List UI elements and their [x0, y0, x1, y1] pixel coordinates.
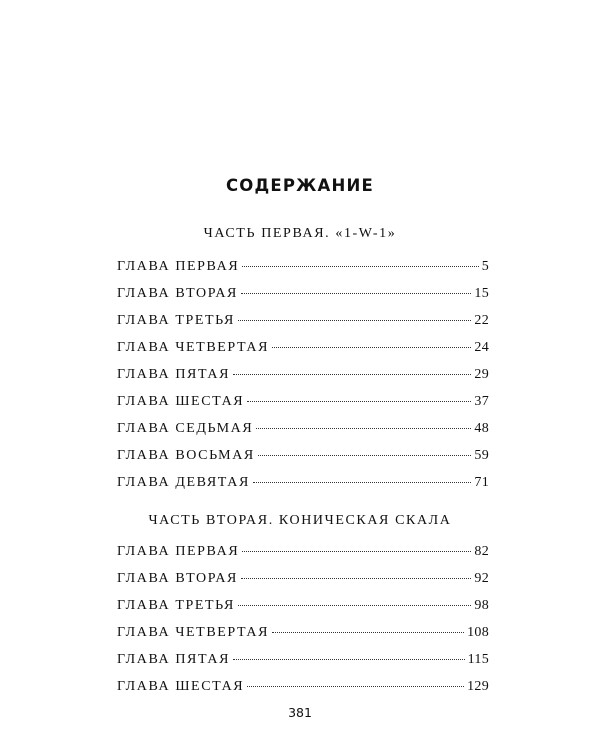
toc-entry[interactable]	[117, 651, 489, 669]
toc-entry[interactable]	[117, 597, 489, 615]
dot-leader	[258, 455, 472, 456]
part-title: ЧАСТЬ ПЕРВАЯ. «1-W-1»	[203, 226, 397, 241]
chapter-page: 92	[474, 571, 489, 586]
toc-entry[interactable]	[117, 393, 489, 411]
chapter-page: 59	[474, 448, 489, 463]
toc-entry[interactable]	[117, 678, 489, 696]
toc-entry[interactable]	[117, 258, 489, 276]
dot-leader	[238, 320, 471, 321]
dot-leader	[233, 659, 465, 660]
chapter-label: ГЛАВА ВОСЬМАЯ	[117, 448, 255, 463]
toc-entry[interactable]	[117, 624, 489, 642]
toc-entry[interactable]	[117, 543, 489, 561]
dot-leader	[238, 605, 471, 606]
dot-leader	[256, 428, 471, 429]
chapter-label: ГЛАВА ДЕВЯТАЯ	[117, 475, 250, 490]
chapter-label: ГЛАВА ПЕРВАЯ	[117, 544, 240, 559]
toc-entry[interactable]	[117, 339, 489, 357]
dot-leader	[242, 551, 471, 552]
chapter-page: 71	[474, 475, 489, 490]
chapter-page: 15	[474, 286, 489, 301]
chapter-page: 29	[474, 367, 489, 382]
toc-entry[interactable]	[117, 570, 489, 588]
chapter-label: ГЛАВА ТРЕТЬЯ	[117, 598, 235, 613]
chapter-label: ГЛАВА ЧЕТВЕРТАЯ	[117, 340, 270, 355]
dot-leader	[241, 293, 471, 294]
chapter-page: 48	[474, 421, 489, 436]
toc-entry[interactable]	[117, 447, 489, 465]
toc-entry[interactable]	[117, 474, 489, 492]
toc-entry[interactable]	[117, 366, 489, 384]
chapter-page: 98	[474, 598, 489, 613]
chapter-page: 108	[467, 625, 489, 640]
chapter-page: 22	[474, 313, 489, 328]
chapter-label: ГЛАВА ЧЕТВЕРТАЯ	[117, 625, 270, 640]
chapter-label: ГЛАВА ПЯТАЯ	[117, 367, 231, 382]
chapter-label: ГЛАВА СЕДЬМАЯ	[117, 421, 254, 436]
chapter-label: ГЛАВА ВТОРАЯ	[117, 286, 238, 301]
dot-leader	[233, 374, 471, 375]
chapter-label: ГЛАВА ВТОРАЯ	[117, 571, 238, 586]
chapter-page: 115	[467, 652, 489, 667]
chapter-page: 129	[467, 679, 489, 694]
page-title: СОДЕРЖАНИЕ	[225, 176, 375, 195]
dot-leader	[241, 578, 471, 579]
dot-leader	[242, 266, 478, 267]
toc-entry[interactable]	[117, 312, 489, 330]
chapter-page: 24	[474, 340, 489, 355]
toc-entry[interactable]	[117, 285, 489, 303]
page-number: 381	[288, 705, 312, 720]
dot-leader	[247, 401, 471, 402]
dot-leader	[272, 347, 471, 348]
dot-leader	[247, 686, 464, 687]
chapter-label: ГЛАВА ШЕСТАЯ	[117, 394, 245, 409]
toc-entry[interactable]	[117, 420, 489, 438]
chapter-page: 37	[474, 394, 489, 409]
part-title: ЧАСТЬ ВТОРАЯ. КОНИЧЕСКАЯ СКАЛА	[148, 513, 452, 528]
dot-leader	[272, 632, 464, 633]
dot-leader	[253, 482, 471, 483]
chapter-label: ГЛАВА ПЯТАЯ	[117, 652, 231, 667]
chapter-label: ГЛАВА ШЕСТАЯ	[117, 679, 245, 694]
chapter-page: 5	[481, 259, 489, 274]
chapter-label: ГЛАВА ТРЕТЬЯ	[117, 313, 235, 328]
chapter-label: ГЛАВА ПЕРВАЯ	[117, 259, 240, 274]
chapter-page: 82	[474, 544, 489, 559]
